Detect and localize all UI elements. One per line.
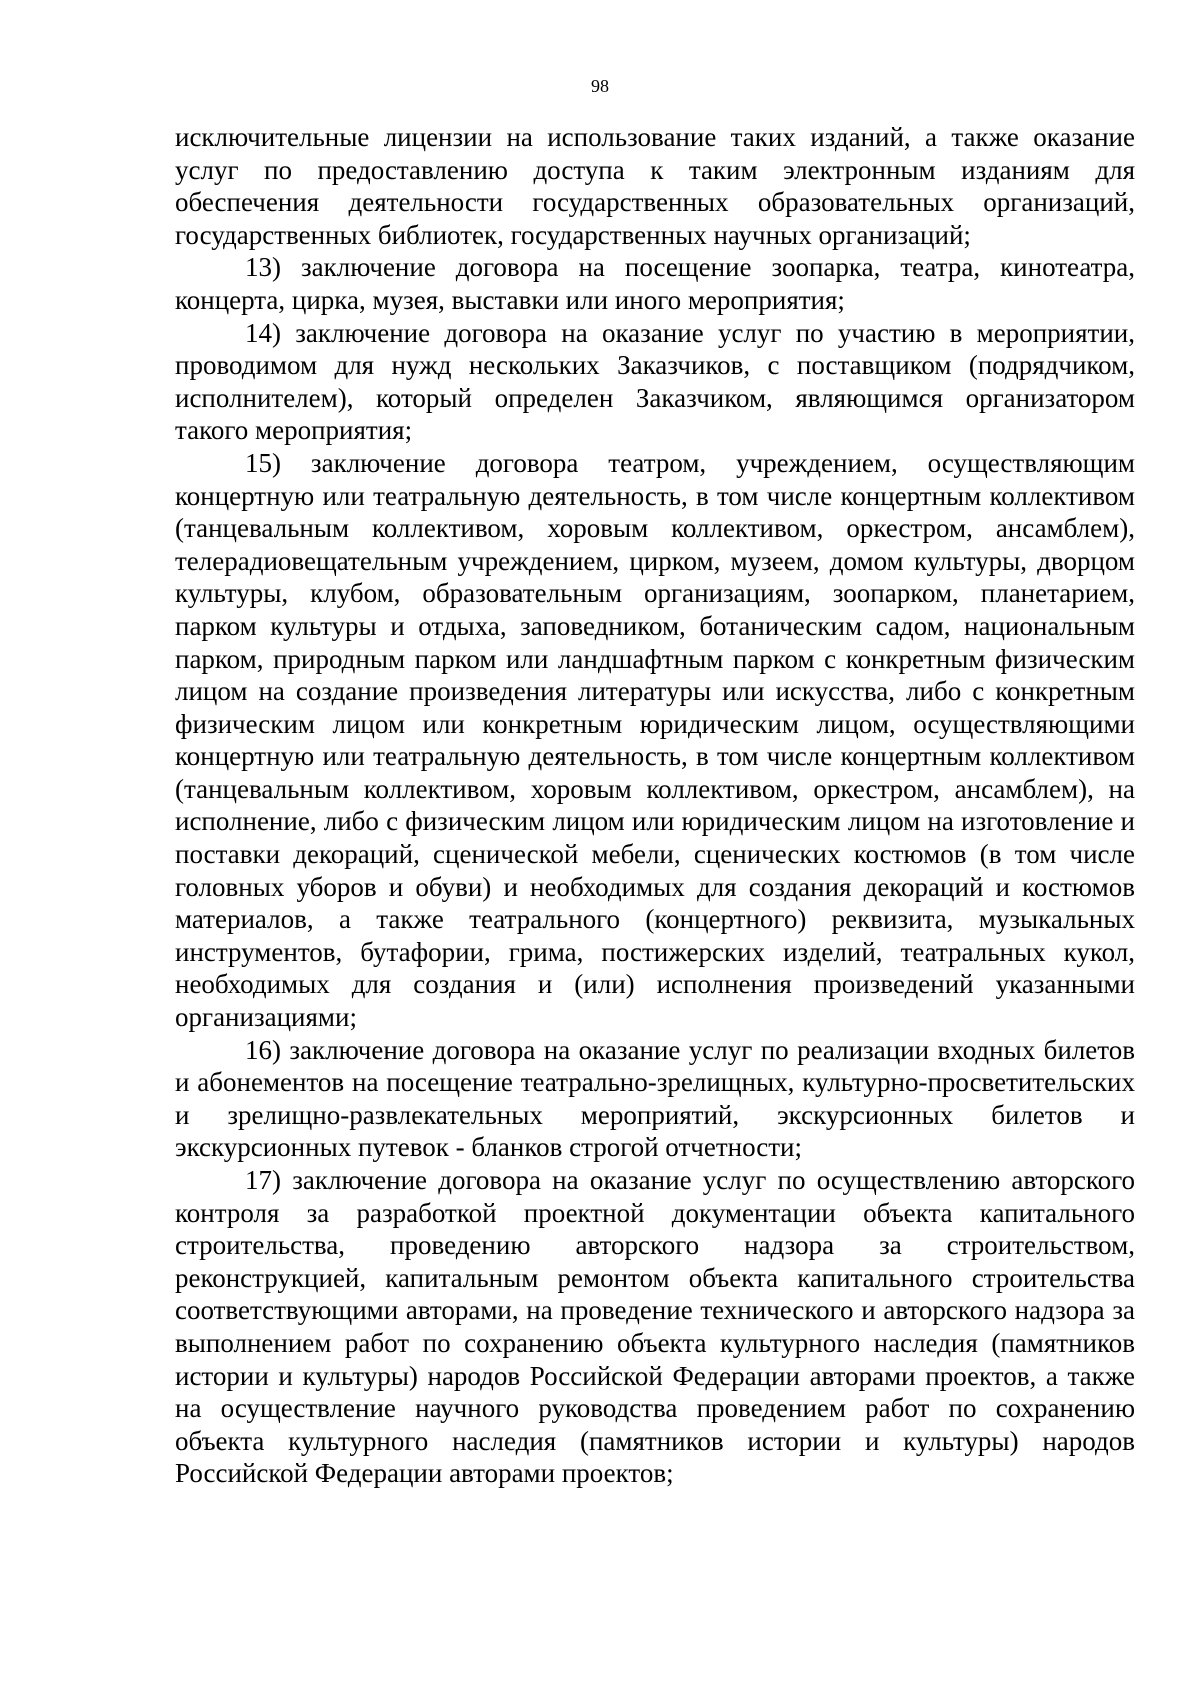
paragraph-item-13: 13) заключение договора на посещение зоопарка, театра, кинотеатра, концерта, цирка, музея, выставки или иного мероприятия; xyxy=(175,252,1135,315)
paragraph-continuation: исключительные лицензии на использование таких изданий, а также оказание услуг по предоставлению доступа к таким электронным изданиям для обеспечения деятельности государственных образовательных организаций, государственных библиотек, государственных научных организаций; xyxy=(175,122,1135,250)
paragraph-item-16: 16) заключение договора на оказание услуг по реализации входных билетов и абонементов на посещение театрально-зрелищных, культурно-просветительских и зрелищно-развлекательных мероприятий, экскурсионных билетов и экскурсионных путевок - бланков строгой отчетности; xyxy=(175,1034,1135,1163)
paragraph-item-14: 14) заключение договора на оказание услуг по участию в мероприятии, проводимом для нужд нескольких Заказчиков, с поставщиком (подрядчиком, исполнителем), который определен Заказчиком, являющимся организатором такого мероприятия; xyxy=(175,317,1135,446)
page-number: 98 xyxy=(591,76,609,96)
paragraph-item-15: 15) заключение договора театром, учреждением, осуществляющим концертную или театральную деятельность, в том числе концертным коллективом (танцевальным коллективом, хоровым коллективом, оркестром, ансамблем), телерадиовещательным учреждением, цирком, музеем, домом культуры, дворцом культуры, клубом, образовательным организациям, зоопарком, планетарием, парком культуры и отдыха, заповедником, ботаническим садом, национальным парком, природным парком или ландшафтным парком с конкретным физическим лицом на создание произведения литературы или искусства, либо с конкретным физическим лицом или конкретным юридическим лицом, осуществляющими концертную или театральную деятельность, в том числе концертным коллективом (танцевальным коллективом, хоровым коллективом, оркестром, ансамблем), на исполнение, либо с физическим лицом или юридическим лицом на изготовление и поставки декораций, сценической мебели, сценических костюмов (в том числе головных уборов и обуви) и необходимых для создания декораций и костюмов материалов, а также театрального (концертного) реквизита, музыкальных инструментов, бутафории, грима, постижерских изделий, театральных кукол, необходимых для создания и (или) исполнения произведений указанными организациями; xyxy=(175,447,1135,1033)
document-body xyxy=(175,121,1135,1490)
paragraph-item-17: 17) заключение договора на оказание услуг по осуществлению авторского контроля за разработкой проектной документации объекта капитального строительства, проведению авторского надзора за строительством, реконструкцией, капитальным ремонтом объекта капитального строительства соответствующими авторами, на проведение технического и авторского надзора за выполнением работ по сохранению объекта культурного наследия (памятников истории и культуры) народов Российской Федерации авторами проектов, а также на осуществление научного руководства проведением работ по сохранению объекта культурного наследия (памятников истории и культуры) народов Российской Федерации авторами проектов; xyxy=(175,1165,1135,1489)
